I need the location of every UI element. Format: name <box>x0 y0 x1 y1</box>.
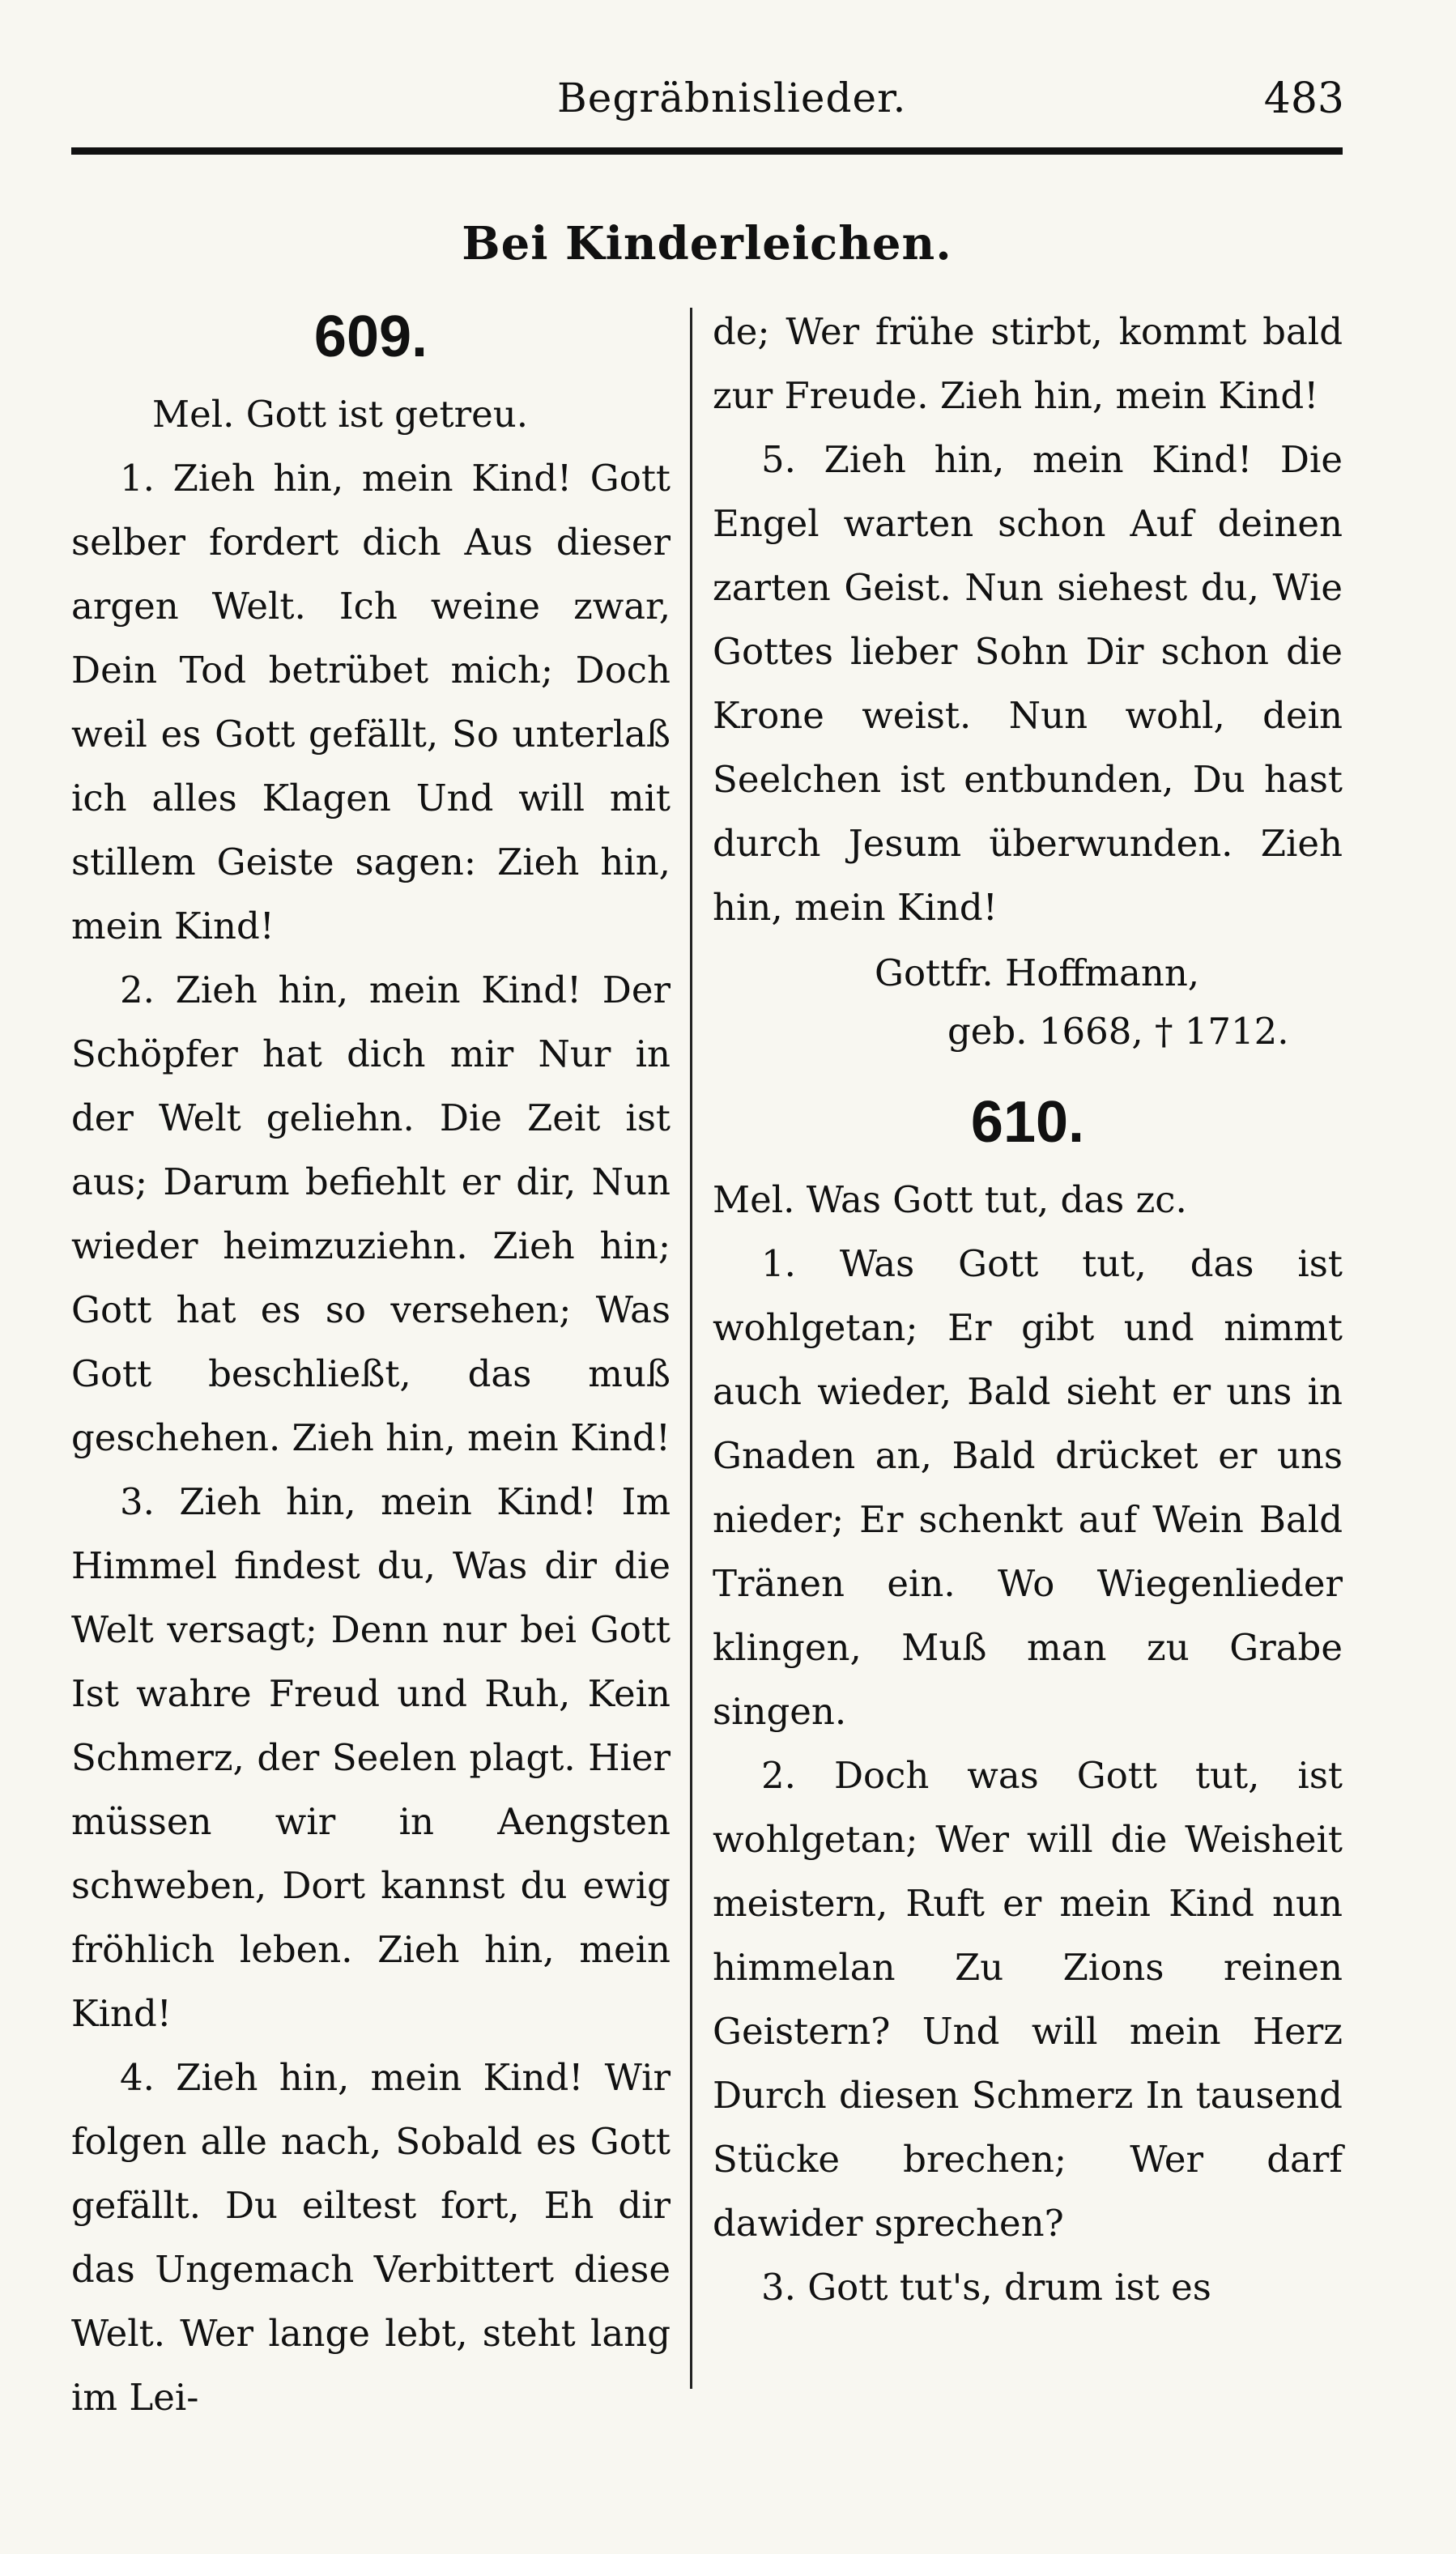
author-dates: geb. 1668, † 1712. <box>947 1010 1289 1053</box>
hymn-609-verse-4-start: 4. Zieh hin, mein Kind! Wir folgen alle nach, Sobald es Gott gefällt. Du eiltest fort, Eh dir das Ungemach Verbittert diese Welt. Wer lange lebt, steht lang im Lei- <box>71 2056 671 2419</box>
hymn-number-609: 609. <box>313 304 428 369</box>
hymn-610-verse-3: 3. Gott tut's, drum ist es <box>761 2266 1211 2309</box>
right-column <box>713 300 1343 2319</box>
author-name: Gottfr. Hoffmann, <box>875 951 1200 994</box>
hymn-609-verse-1: 1. Zieh hin, mein Kind! Gott selber fordert dich Aus dieser argen Welt. Ich weine zwar, Dein Tod betrübet mich; Doch weil es Gott gefällt, So unterlaß ich alles Klagen Und will mit stillem Geiste sagen: Zieh hin, mein Kind! <box>71 457 671 947</box>
hymn-610-verse-2: 2. Doch was Gott tut, ist wohlgetan; Wer will die Weisheit meistern, Ruft er mein Kind nun himmelan Zu Zions reinen Geistern? Und will mein Herz Durch diesen Schmerz In tausend Stücke brechen; Wer darf dawider sprechen? <box>713 1754 1343 2245</box>
header-rule <box>71 147 1343 155</box>
column-divider <box>690 308 692 2389</box>
hymn-609-attribution <box>713 944 1343 1061</box>
left-column <box>71 300 671 2429</box>
hymn-610-verse-1: 1. Was Gott tut, das ist wohlgetan; Er gibt und nimmt auch wieder, Bald sieht er uns in Gnaden an, Bald drücket er uns nieder; Er schenkt auf Wein Bald Tränen ein. Wo Wiegenlieder klingen, Muß man zu Grabe singen. <box>713 1242 1343 1733</box>
hymn-609-verse-4-end: de; Wer frühe stirbt, kommt bald zur Freude. Zieh hin, mein Kind! <box>713 310 1343 417</box>
hymn-609-verse-2: 2. Zieh hin, mein Kind! Der Schöpfer hat dich mir Nur in der Welt geliehn. Die Zeit ist aus; Darum befiehlt er dir, Nun wieder heimzuziehn. Zieh hin; Gott hat es so versehen; Was Gott beschließt, das muß geschehen. Zieh hin, mein Kind! <box>71 968 671 1459</box>
hymn-609-verse-5: 5. Zieh hin, mein Kind! Die Engel warten schon Auf deinen zarten Geist. Nun siehest du, Wie Gottes lieber Sohn Dir schon die Krone weist. Nun wohl, dein Seelchen ist entbunden, Du hast durch Jesum überwunden. Zieh hin, mein Kind! <box>713 438 1343 929</box>
melody-line-609: Mel. Gott ist getreu. <box>152 393 529 436</box>
section-title: Bei Kinderleichen. <box>462 217 952 270</box>
hymn-609-verse-3: 3. Zieh hin, mein Kind! Im Himmel findest du, Was dir die Welt versagt; Denn nur bei Gott Ist wahre Freud und Ruh, Kein Schmerz, der Seelen plagt. Hier müssen wir in Aengsten schweben, Dort kannst du ewig fröhlich leben. Zieh hin, mein Kind! <box>71 1480 671 2035</box>
page-number: 483 <box>1263 74 1344 123</box>
melody-line-610: Mel. Was Gott tut, das zc. <box>713 1178 1187 1221</box>
running-head <box>71 74 1367 139</box>
running-title: Begräbnislieder. <box>557 74 907 121</box>
hymn-number-610: 610. <box>970 1090 1085 1155</box>
